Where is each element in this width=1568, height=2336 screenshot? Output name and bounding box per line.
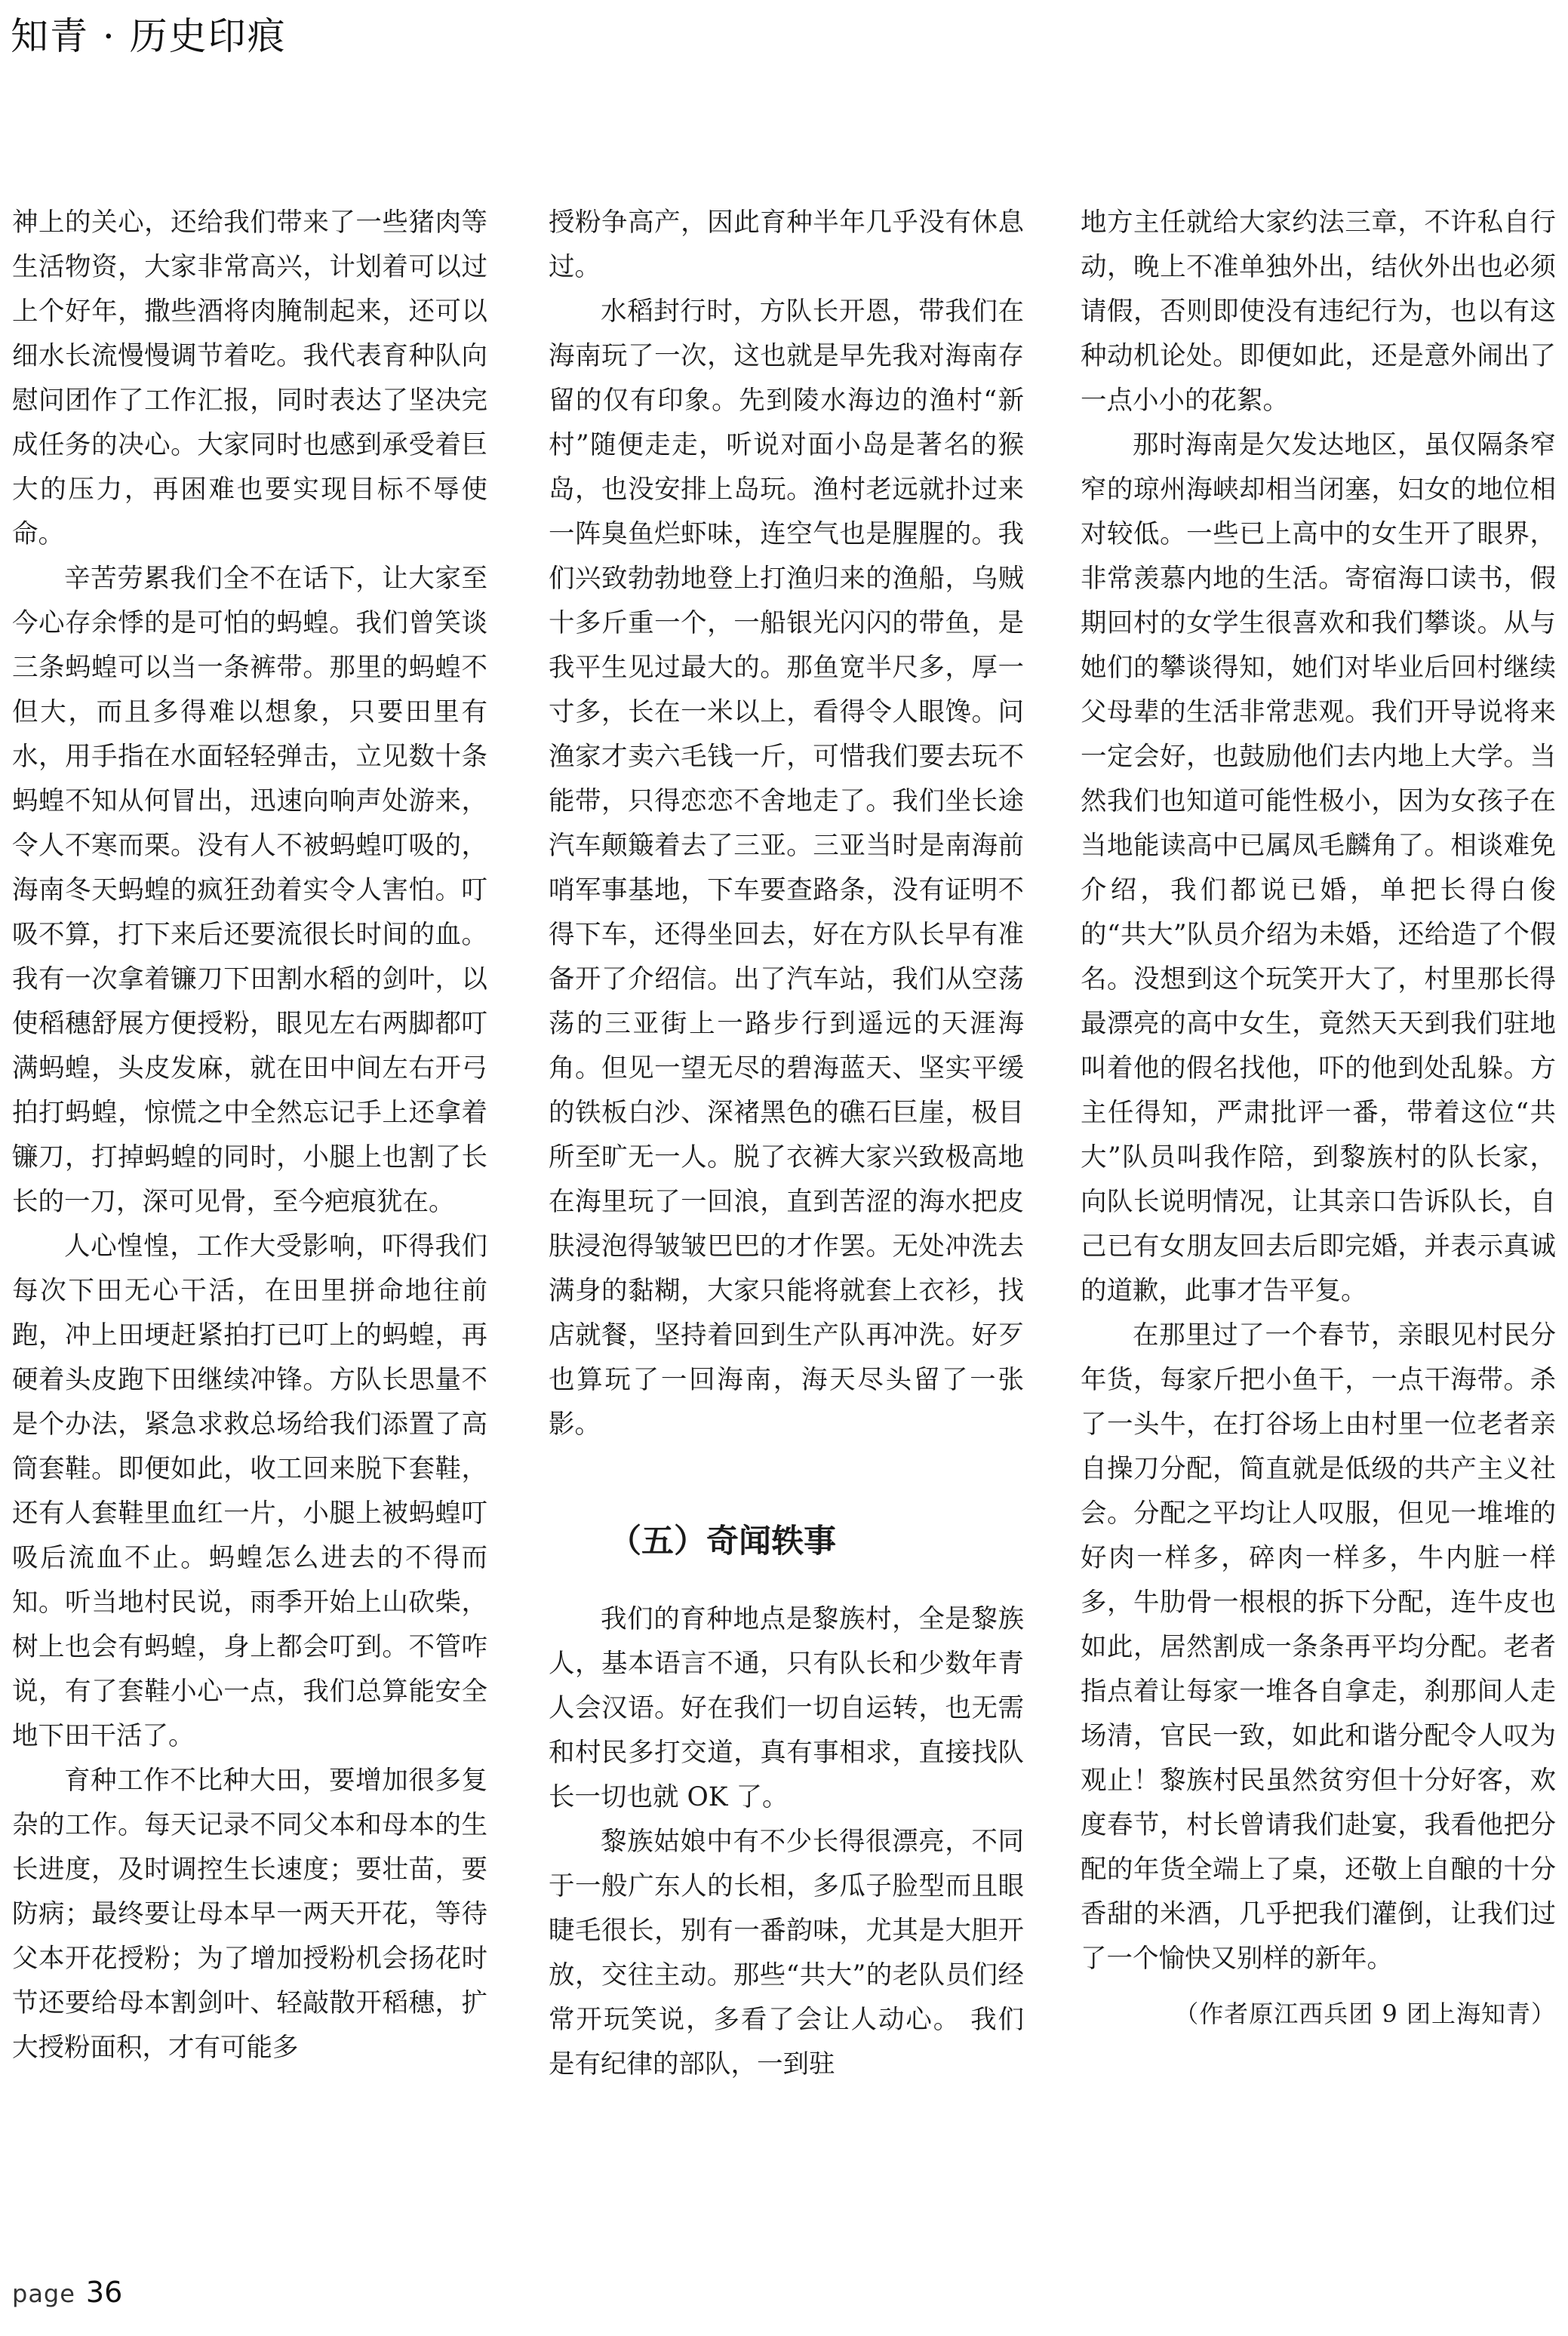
- paragraph: 神上的关心，还给我们带来了一些猪肉等生活物资，大家非常高兴，计划着可以过上个好年，撒些酒将肉腌制起来，还可以细水长流慢慢调节着吃。我代表育种队向慰问团作了工作汇报，同时表达了坚决完成任务的决心。大家同时也感到承受着巨大的压力，再困难也要实现目标不辱使命。: [12, 207, 487, 549]
- page-footer: [12, 2276, 122, 2309]
- paragraph: 水稻封行时，方队长开恩，带我们在海南玩了一次，这也就是早先我对海南存留的仅有印象。先到陵水海边的渔村“新村”随便走走，听说对面小岛是著名的猴岛，也没安排上岛玩。渔村老远就扑过来一阵臭鱼烂虾味，连空气也是腥腥的。我们兴致勃勃地登上打渔归来的渔船，乌贼十多斤重一个，一船银光闪闪的带鱼，是我平生见过最大的。那鱼宽半尺多，厚一寸多，长在一米以上，看得令人眼馋。问渔家才卖六毛钱一斤，可惜我们要去玩不能带，只得恋恋不舍地走了。我们坐长途汽车颠簸着去了三亚。三亚当时是南海前哨军事基地，下车要查路条，没有证明不得下车，还得坐回去，好在方队长早有准备开了介绍信。出了汽车站，我们从空荡荡的三亚街上一路步行到遥远的天涯海角。但见一望无尽的碧海蓝天、坚实平缓的铁板白沙、深褚黑色的礁石巨崖，极目所至旷无一人。脱了衣裤大家兴致极高地在海里玩了一回浪，直到苦涩的海水把皮肤浸泡得皱皱巴巴的才作罢。无处冲洗去满身的黏糊，大家只能将就套上衣衫，找店就餐，坚持着回到生产队再冲洗。好歹也算玩了一回海南，海天尽头留了一张影。: [549, 297, 1024, 1440]
- paragraph: 我们的育种地点是黎族村，全是黎族人，基本语言不通，只有队长和少数年青人会汉语。好在我们一切自运转，也无需和村民多打交道，真有事相求，直接找队长一切也就 OK 了。: [549, 1604, 1024, 1812]
- paragraph: 黎族姑娘中有不少长得很漂亮，不同于一般广东人的长相，多瓜子脸型而且眼睫毛很长，别有一番韵味，尤其是大胆开放，交往主动。那些“共大”的老队员们经常开玩笑说，多看了会让人动心。 我们是有纪律的部队，一到驻: [549, 1827, 1024, 2079]
- paragraph: 授粉争高产，因此育种半年几乎没有休息过。: [549, 207, 1024, 282]
- page-number: 36: [85, 2276, 123, 2309]
- page-label: page: [12, 2279, 75, 2308]
- section-heading: （五）奇闻轶事: [609, 1523, 836, 1560]
- text-column-2: [549, 201, 1024, 2087]
- running-header: 知青 · 历史印痕: [11, 14, 287, 58]
- paragraph: 人心惶惶，工作大受影响，吓得我们每次下田无心干活，在田里拼命地往前跑，冲上田埂赶紧拍打已叮上的蚂蝗，再硬着头皮跑下田继续冲锋。方队长思量不是个办法，紧急求救总场给我们添置了高筒套鞋。即便如此，收工回来脱下套鞋，还有人套鞋里血红一片，小腿上被蚂蝗叮吸后流血不止。蚂蝗怎么进去的不得而知。听当地村民说，雨季开始上山砍柴，树上也会有蚂蝗，身上都会叮到。不管咋说，有了套鞋小心一点，我们总算能安全地下田干活了。: [12, 1231, 487, 1751]
- text-column-3: [1081, 201, 1556, 2036]
- paragraph: 那时海南是欠发达地区，虽仅隔条窄窄的琼州海峡却相当闭塞，妇女的地位相对较低。一些已上高中的女生开了眼界，非常羡慕内地的生活。寄宿海口读书，假期回村的女学生很喜欢和我们攀谈。从与她们的攀谈得知，她们对毕业后回村继续父母辈的生活非常悲观。我们开导说将来一定会好，也鼓励他们去内地上大学。当然我们也知道可能性极小，因为女孩子在当地能读高中已属凤毛麟角了。相谈难免介绍，我们都说已婚，单把长得白俊的“共大”队员介绍为未婚，还给造了个假名。没想到这个玩笑开大了，村里那长得最漂亮的高中女生，竟然天天到我们驻地叫着他的假名找他，吓的他到处乱躲。方主任得知，严肃批评一番，带着这位“共大”队员叫我作陪，到黎族村的队长家，向队长说明情况，让其亲口告诉队长，自己已有女朋友回去后即完婚，并表示真诚的道歉，此事才告平复。: [1081, 430, 1556, 1306]
- text-column-1: [12, 201, 487, 2070]
- paragraph: 地方主任就给大家约法三章，不许私自行动，晚上不准单独外出，结伙外出也必须请假，否则即使没有违纪行为，也以有这种动机论处。即便如此，还是意外闹出了一点小小的花絮。: [1081, 207, 1556, 416]
- paragraph: 辛苦劳累我们全不在话下，让大家至今心存余悸的是可怕的蚂蝗。我们曾笑谈三条蚂蝗可以当一条裤带。那里的蚂蝗不但大，而且多得难以想象，只要田里有水，用手指在水面轻轻弹击，立见数十条蚂蝗不知从何冒出，迅速向响声处游来，令人不寒而栗。没有人不被蚂蝗叮吸的，海南冬天蚂蝗的疯狂劲着实令人害怕。叮吸不算，打下来后还要流很长时间的血。我有一次拿着镰刀下田割水稻的剑叶，以使稻穗舒展方便授粉，眼见左右两脚都叮满蚂蝗，头皮发麻，就在田中间左右开弓拍打蚂蝗，惊慌之中全然忘记手上还拿着镰刀，打掉蚂蝗的同时，小腿上也割了长长的一刀，深可见骨，至今疤痕犹在。: [12, 564, 487, 1217]
- paragraph: 在那里过了一个春节，亲眼见村民分年货，每家斤把小鱼干，一点干海带。杀了一头牛，在打谷场上由村里一位老者亲自操刀分配，简直就是低级的共产主义社会。分配之平均让人叹服，但见一堆堆的好肉一样多，碎肉一样多，牛内脏一样多，牛肋骨一根根的拆下分配，连牛皮也如此，居然割成一条条再平均分配。老者指点着让每家一堆各自拿走，刹那间人走场清，官民一致，如此和谐分配令人叹为观止！黎族村民虽然贫穷但十分好客，欢度春节，村长曾请我们赴宴，我看他把分配的年货全端上了桌，还敬上自酿的十分香甜的米酒，几乎把我们灌倒，让我们过了一个愉快又别样的新年。: [1081, 1320, 1556, 1974]
- paragraph: 育种工作不比种大田，要增加很多复杂的工作。每天记录不同父本和母本的生长进度，及时调控生长速度；要壮苗，要防病；最终要让母本早一两天开花，等待父本开花授粉；为了增加授粉机会扬花时节还要给母本割剑叶、轻敲散开稻穗，扩大授粉面积，才有可能多: [12, 1766, 487, 2063]
- author-byline: （作者原江西兵团 9 团上海知青）: [1174, 1999, 1556, 2028]
